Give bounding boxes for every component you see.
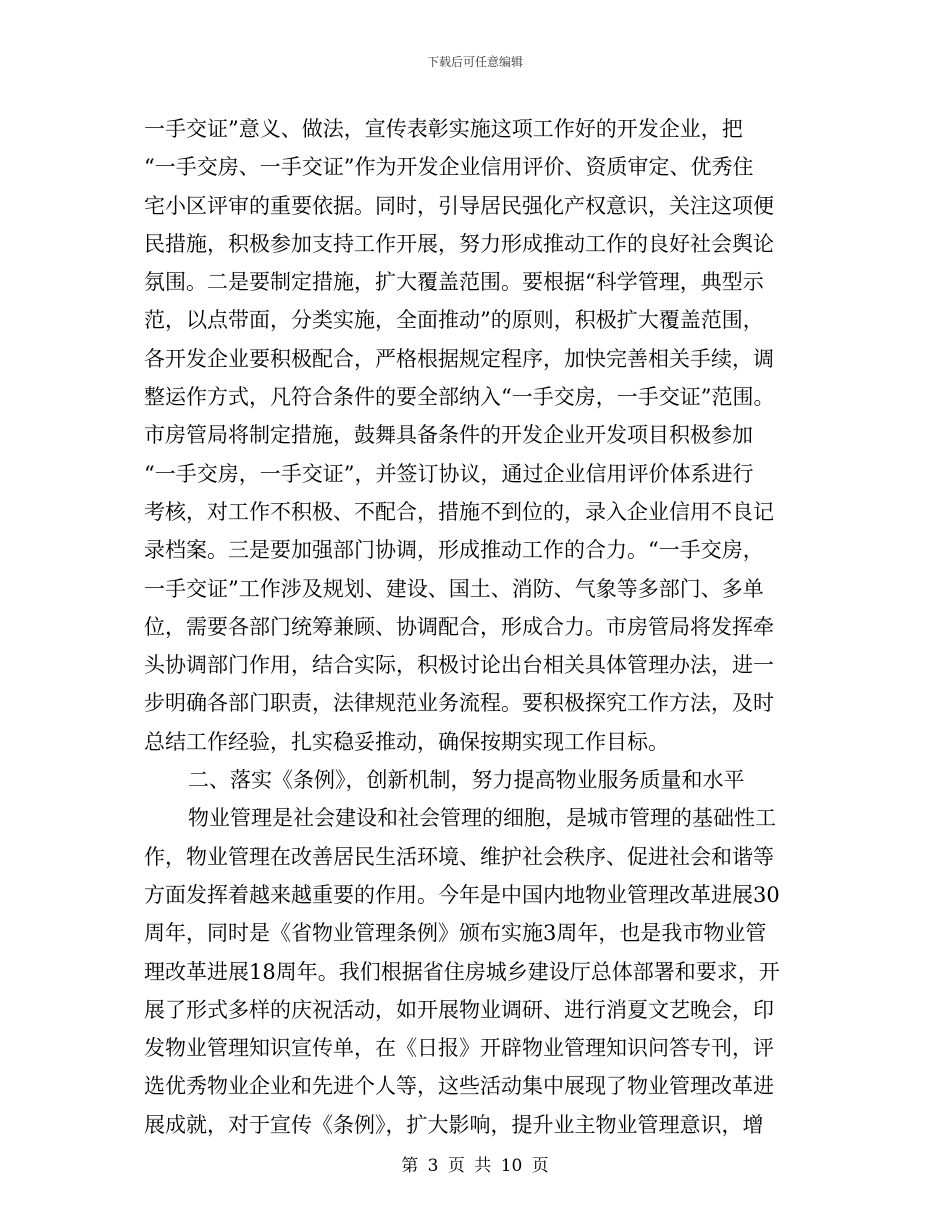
text-line: 各开发企业要积极配合，严格根据规定程序，加快完善相关手续，调 xyxy=(144,346,774,371)
page-header: 下载后可任意编辑 xyxy=(426,55,523,69)
text-line: 市房管局将制定措施，鼓舞具备条件的开发企业开发项目积极参加 xyxy=(144,423,753,448)
text-line: 方面发挥着越来越重要的作用。今年是中国内地物业管理改革进展30 xyxy=(144,882,780,907)
text-line: 一手交证”工作涉及规划、建设、国土、消防、气象等多部门、多单 xyxy=(144,576,764,601)
text-line: 步明确各部门职责，法律规范业务流程。要积极探究工作方法，及时 xyxy=(144,691,774,716)
text-line: 发物业管理知识宣传单，在《日报》开辟物业管理知识问答专刊，评 xyxy=(144,1036,774,1061)
text-line: 选优秀物业企业和先进个人等，这些活动集中展现了物业管理改革进 xyxy=(144,1074,774,1099)
text-line: 头协调部门作用，结合实际，积极讨论出台相关具体管理办法，进一 xyxy=(144,653,774,678)
text-line: 录档案。三是要加强部门协调，形成推动工作的合力。“一手交房， xyxy=(144,538,764,563)
text-line: 整运作方式，凡符合条件的要全部纳入“一手交房，一手交证”范围。 xyxy=(144,385,775,410)
text-line: 理改革进展18周年。我们根据省住房城乡建设厅总体部署和要求，开 xyxy=(144,959,780,984)
text-line: 宅小区评审的重要依据。同时，引导居民强化产权意识，关注这项便 xyxy=(144,193,774,218)
text-line: 位，需要各部门统筹兼顾、协调配合，形成合力。市房管局将发挥牵 xyxy=(144,614,774,639)
text-line: 氛围。二是要制定措施，扩大覆盖范围。要根据“科学管理，典型示 xyxy=(144,270,764,295)
text-line: “一手交房、一手交证”作为开发企业信用评价、资质审定、优秀住 xyxy=(144,155,754,180)
text-line: 考核，对工作不积极、不配合，措施不到位的，录入企业信用不良记 xyxy=(144,499,774,524)
text-line: 作，物业管理在改善居民生活环境、维护社会秩序、促进社会和谐等 xyxy=(144,844,774,869)
text-line: 展了形式多样的庆祝活动，如开展物业调研、进行消夏文艺晚会，印 xyxy=(144,997,774,1022)
document-body xyxy=(144,110,824,1144)
text-line: 物业管理是社会建设和社会管理的细胞，是城市管理的基础性工 xyxy=(188,806,776,831)
text-line: “一手交房，一手交证”，并签订协议，通过企业信用评价体系进行 xyxy=(144,461,754,486)
text-line: 总结工作经验，扎实稳妥推动，确保按期实现工作目标。 xyxy=(144,729,669,754)
text-line: 范，以点带面，分类实施，全面推动”的原则，积极扩大覆盖范围， xyxy=(144,308,764,333)
text-line: 展成就，对于宣传《条例》，扩大影响，提升业主物业管理意识，增 xyxy=(144,1112,764,1137)
text-line: 周年，同时是《省物业管理条例》颁布实施3周年，也是我市物业管 xyxy=(144,921,767,946)
text-line: 民措施，积极参加支持工作开展，努力形成推动工作的良好社会舆论 xyxy=(144,231,774,256)
text-line: 一手交证”意义、做法，宣传表彰实施这项工作好的开发企业，把 xyxy=(144,117,743,141)
page-number-footer: 第 3 页 共 10 页 xyxy=(401,1156,549,1176)
section-heading: 二、落实《条例》，创新机制，努力提高物业服务质量和水平 xyxy=(188,768,745,793)
